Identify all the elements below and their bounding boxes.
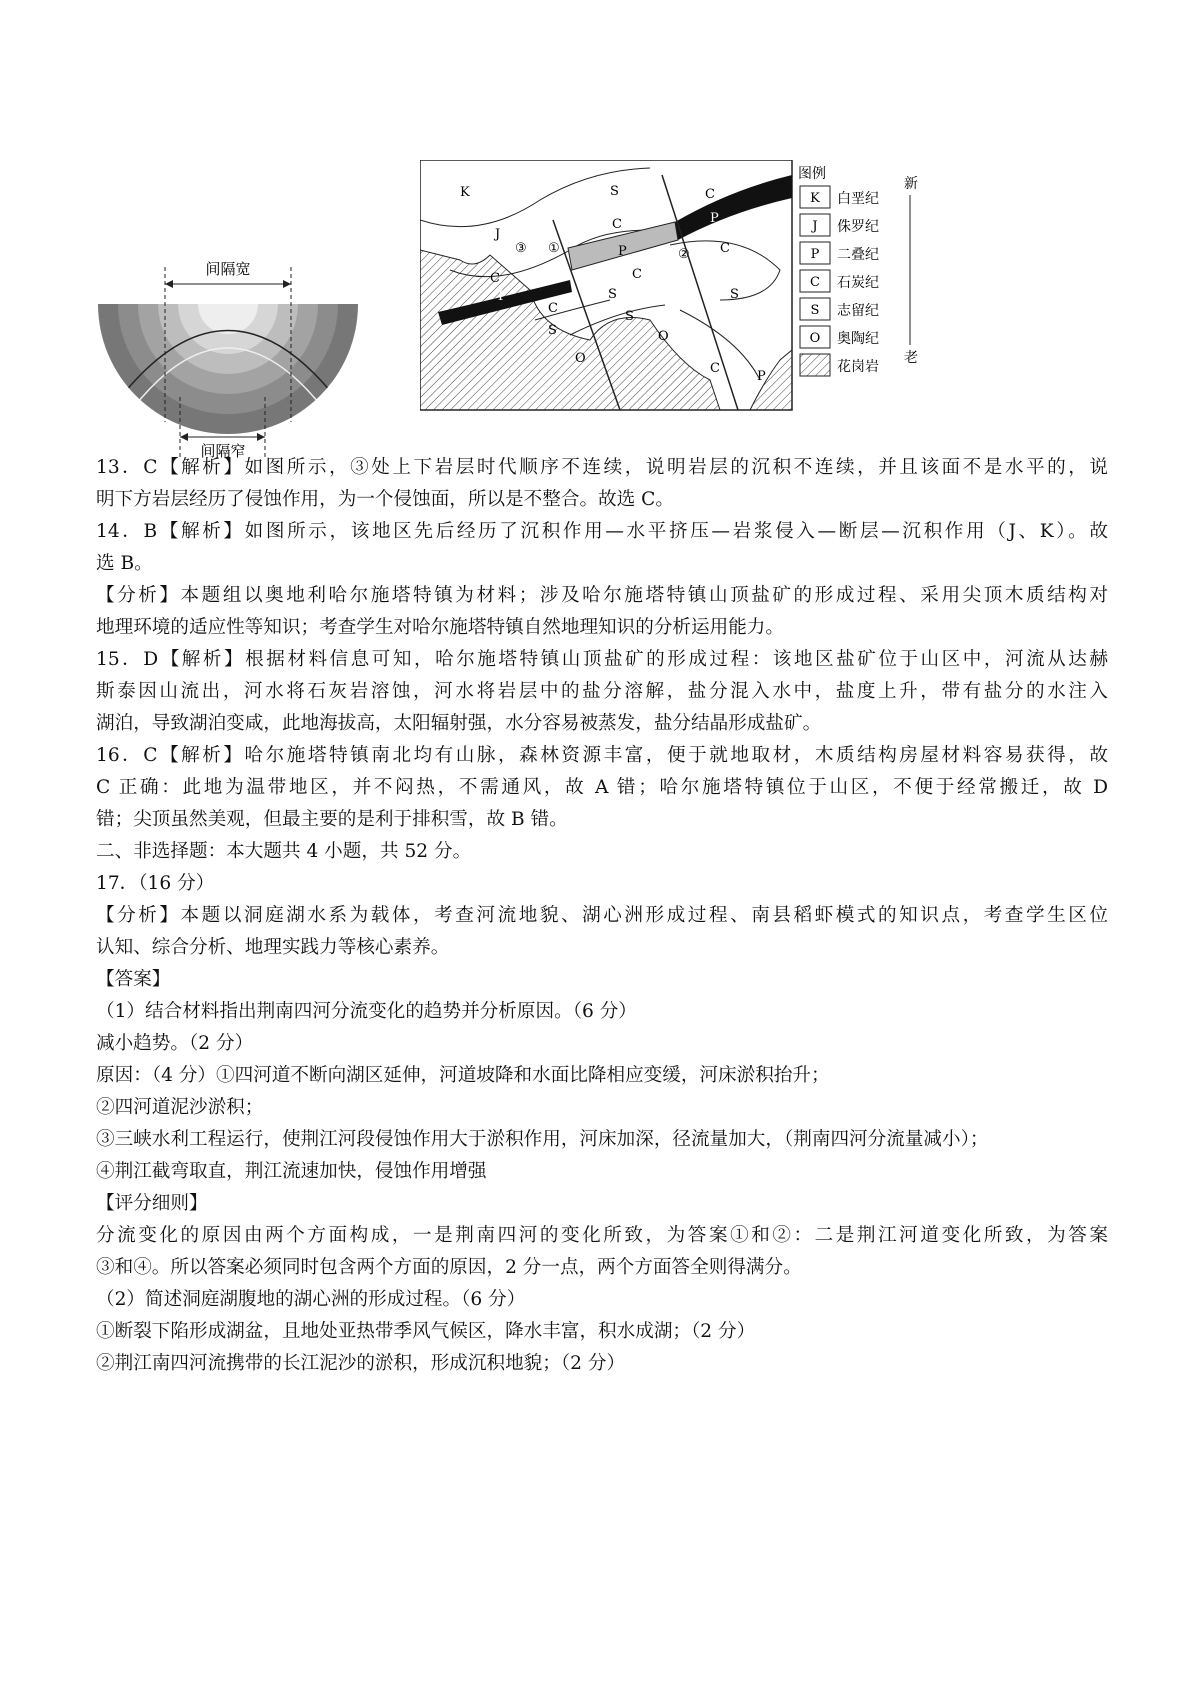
svg-text:S: S [608, 287, 617, 302]
text-line: 明下方岩层经历了侵蚀作用，为一个侵蚀面，所以是不整合。故选 C。 [96, 489, 674, 510]
svg-text:花岗岩: 花岗岩 [837, 359, 879, 375]
svg-text:C: C [490, 271, 500, 286]
svg-text:白垩纪: 白垩纪 [837, 191, 879, 207]
legend [800, 186, 879, 376]
label-wide-interval: 间隔宽 [205, 260, 251, 278]
text-line: 14．B【解析】如图所示，该地区先后经历了沉积作用—水平挤压—岩浆侵入—断层—沉积作用（J、K）。故 [96, 521, 1108, 542]
fold-layers [98, 304, 358, 444]
text-line: （2）简述洞庭湖腹地的湖心洲的形成过程。（6 分） [96, 1289, 526, 1310]
svg-text:S: S [548, 323, 557, 338]
svg-text:O: O [658, 329, 669, 344]
text-line: 错；尖顶虽然美观，但最主要的是利于排积雪，故 B 错。 [96, 809, 568, 830]
text-line: 湖泊，导致湖泊变咸，此地海拔高，太阳辐射强，水分容易被蒸发，盐分结晶形成盐矿。 [96, 713, 822, 734]
text-line: 地理环境的适应性等知识；考查学生对哈尔施塔特镇自然地理知识的分析运用能力。 [96, 617, 784, 638]
text-line: 13．C【解析】如图所示，③处上下岩层时代顺序不连续，说明岩层的沉积不连续，并且该面不是水平的，说 [96, 457, 1108, 478]
svg-text:C: C [810, 275, 820, 290]
svg-text:P: P [710, 211, 719, 226]
svg-text:C: C [705, 187, 715, 202]
text-line: 选 B。 [96, 553, 153, 574]
svg-text:③: ③ [515, 241, 527, 256]
svg-text:S: S [810, 303, 820, 318]
text-line: ②四河道泥沙淤积； [96, 1097, 264, 1118]
svg-text:P: P [810, 247, 820, 262]
svg-text:石炭纪: 石炭纪 [837, 275, 879, 291]
svg-text:志留纪: 志留纪 [837, 303, 879, 319]
svg-text:①: ① [548, 241, 560, 256]
legend-title: 图例 [798, 166, 826, 182]
text-line: 认知、综合分析、地理实践力等核心素养。 [96, 937, 450, 958]
text-line: 16．C【解析】哈尔施塔特镇南北均有山脉，森林资源丰富，便于就地取材，木质结构房屋材料容易获得，故 [96, 745, 1108, 766]
fold-cross-section-diagram [98, 212, 358, 462]
text-line: 【分析】本题组以奥地利哈尔施塔特镇为材料；涉及哈尔施塔特镇山顶盐矿的形成过程、采用尖顶木质结构对 [96, 585, 1108, 606]
svg-text:J: J [495, 227, 501, 242]
svg-text:S: S [730, 287, 739, 302]
svg-text:K: K [460, 185, 470, 200]
svg-text:P: P [757, 369, 766, 384]
svg-text:C: C [720, 241, 730, 256]
label-newer: 新 [904, 176, 918, 192]
label-narrow-interval: 间隔窄 [200, 442, 246, 460]
text-line: ④荆江截弯取直，荆江流速加快，侵蚀作用增强 [96, 1161, 487, 1182]
geologic-map-diagram [420, 160, 960, 415]
svg-text:C: C [710, 361, 720, 376]
svg-text:P: P [618, 244, 627, 259]
svg-text:O: O [575, 351, 586, 366]
svg-text:②: ② [678, 247, 690, 262]
svg-text:C: C [632, 267, 642, 282]
svg-text:C: C [612, 217, 622, 232]
text-line: ①断裂下陷形成湖盆，且地处亚热带季风气候区，降水丰富，积水成湖；（2 分） [96, 1321, 756, 1342]
figures-row [0, 150, 1200, 460]
svg-text:奥陶纪: 奥陶纪 [837, 331, 879, 347]
svg-text:C: C [548, 301, 558, 316]
svg-text:J: J [812, 219, 818, 234]
question-number: 17．（16 分） [96, 873, 215, 894]
text-line: 15．D【解析】根据材料信息可知，哈尔施塔特镇山顶盐矿的形成过程：该地区盐矿位于山区中，河流从达赫 [96, 649, 1108, 670]
text-line: （1）结合材料指出荆南四河分流变化的趋势并分析原因。（6 分） [96, 1001, 637, 1022]
svg-text:K: K [810, 191, 820, 206]
svg-text:O: O [809, 331, 821, 346]
svg-text:S: S [610, 184, 619, 199]
label-older: 老 [904, 350, 918, 366]
text-line: 减小趋势。（2 分） [96, 1033, 254, 1054]
svg-text:侏罗纪: 侏罗纪 [837, 219, 879, 235]
section-heading: 二、非选择题：本大题共 4 小题，共 52 分。 [96, 841, 472, 862]
text-line: 原因：（4 分）①四河道不断向湖区延伸，河道坡降和水面比降相应变缓，河床淤积抬升； [96, 1065, 830, 1086]
svg-text:S: S [625, 309, 634, 324]
scoring-heading: 【评分细则】 [96, 1193, 208, 1214]
text-line: ②荆江南四河流携带的长江泥沙的淤积，形成沉积地貌；（2 分） [96, 1353, 626, 1374]
text-line: 【分析】本题以洞庭湖水系为载体，考查河流地貌、湖心洲形成过程、南县稻虾模式的知识点，考查学生区位 [96, 905, 1108, 926]
text-line: 斯泰因山流出，河水将石灰岩溶蚀，河水将岩层中的盐分溶解，盐分混入水中，盐度上升，带有盐分的水注入 [96, 681, 1108, 702]
text-line: ③三峡水利工程运行，使荆江河段侵蚀作用大于淤积作用，河床加深，径流量加大，（荆南四河分流量减小）； [96, 1129, 989, 1150]
text-line: C 正确：此地为温带地区，并不闷热，不需通风，故 A 错；哈尔施塔特镇位于山区，不便于经常搬迁，故 D [96, 777, 1108, 798]
text-line: 分流变化的原因由两个方面构成，一是荆南四河的变化所致，为答案①和②：二是荆江河道变化所致，为答案 [96, 1225, 1108, 1246]
svg-text:P: P [498, 289, 507, 304]
answer-text-body [96, 452, 1108, 1380]
text-line: ③和④。所以答案必须同时包含两个方面的原因，2 分一点，两个方面答全则得满分。 [96, 1257, 802, 1278]
svg-text:二叠纪: 二叠纪 [837, 247, 879, 263]
answer-heading: 【答案】 [96, 969, 171, 990]
